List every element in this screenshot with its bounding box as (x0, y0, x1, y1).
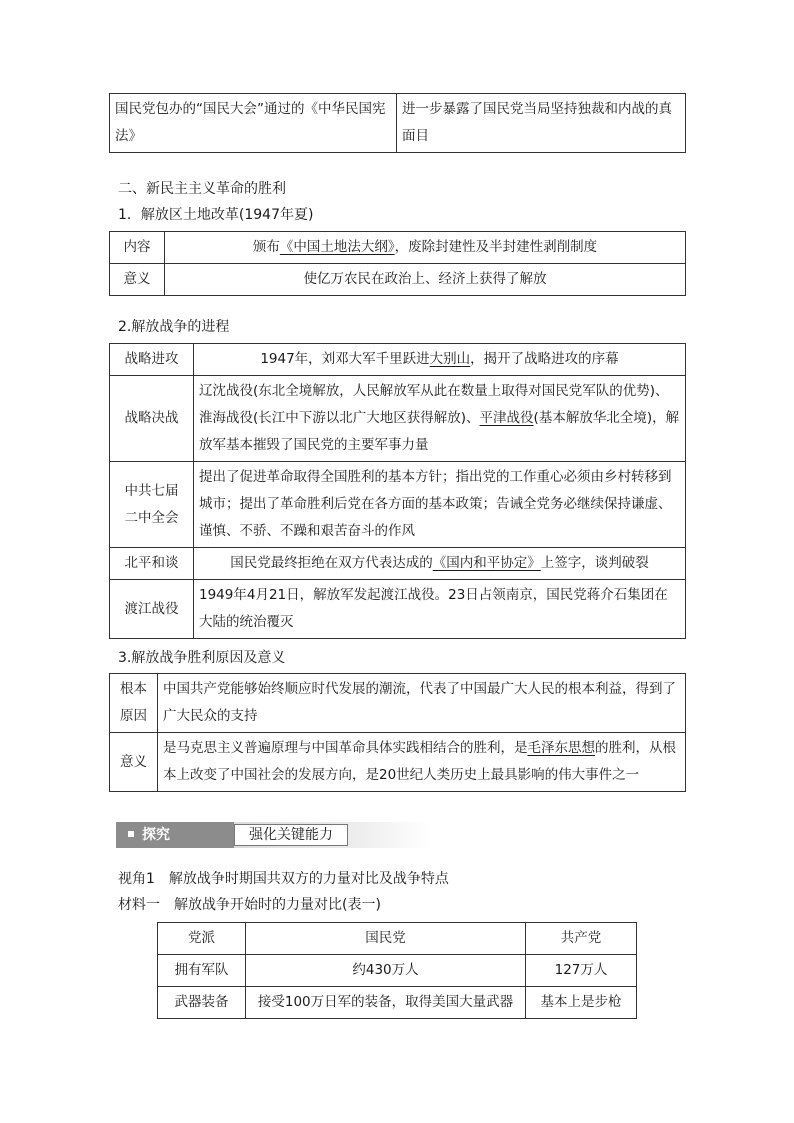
column-header: 党派 (158, 923, 246, 955)
row-label: 渡江战役 (110, 580, 194, 639)
table-cell: 基本上是步枪 (526, 987, 637, 1019)
row-label: 北平和谈 (110, 548, 194, 580)
square-bullet-icon (128, 831, 134, 837)
content-cell: 国民党最终拒绝在双方代表达成的《国内和平协定》上签字，谈判破裂 (194, 548, 686, 580)
column-header: 共产党 (526, 923, 637, 955)
row-label: 战略进攻 (110, 344, 194, 376)
table-cell: 约430万人 (246, 955, 526, 987)
section-title: 二、新民主主义革命的胜利 (118, 181, 286, 197)
row-label: 意义 (110, 733, 158, 792)
table-cell: 武器装备 (158, 987, 246, 1019)
content-cell: 提出了促进革命取得全国胜利的基本方针；指出党的工作重心必须由乡村转移到城市；提出了革命胜利后党在各方面的基本政策；告诫全党务必继续保持谦虚、谨慎、不骄、不躁和艰苦奋斗的作风 (194, 462, 686, 548)
land-law-title: 《中国土地法大纲》 (279, 239, 395, 255)
explore-banner (116, 822, 432, 848)
content-cell: 1949年4月21日，解放军发起渡江战役。23日占领南京，国民党蒋介石集团在大陆的统治覆灭 (194, 580, 686, 639)
subsection-title: 3.解放战争胜利原因及意义 (118, 650, 286, 666)
table-row (110, 674, 686, 733)
material-heading: 材料一 解放战争开始时的力量对比(表一) (118, 897, 381, 913)
table-cell: 接受100万日军的装备，取得美国大量武器 (246, 987, 526, 1019)
row-label: 中共七届二中全会 (110, 462, 194, 548)
row-label: 战略决战 (110, 376, 194, 462)
row-label: 意义 (110, 264, 165, 296)
force-comparison-table (157, 922, 637, 1019)
content-cell: 使亿万农民在政治上、经济上获得了解放 (165, 264, 686, 296)
table-header-row (158, 923, 637, 955)
table-row (158, 987, 637, 1019)
table-row (110, 344, 686, 376)
war-process-table (109, 343, 686, 639)
constitution-table (109, 93, 686, 153)
land-reform-table (109, 231, 686, 296)
table-row (110, 264, 686, 296)
content-cell: 中国共产党能够始终顺应时代发展的潮流，代表了中国最广大人民的根本利益，得到了广大民众的支持 (158, 674, 686, 733)
table-row (110, 462, 686, 548)
row-label: 内容 (110, 232, 165, 264)
content-cell: 1947年，刘邓大军千里跃进大别山，揭开了战略进攻的序幕 (194, 344, 686, 376)
table-cell: 拥有军队 (158, 955, 246, 987)
table-row (110, 232, 686, 264)
table-row (110, 376, 686, 462)
table-row (110, 94, 686, 153)
subsection-title: 1．解放区土地改革(1947年夏) (118, 207, 314, 223)
constitution-meaning-cell: 进一步暴露了国民党当局坚持独裁和内战的真面目 (397, 94, 686, 153)
content-cell: 颁布《中国土地法大纲》，废除封建性及半封建性剥削制度 (165, 232, 686, 264)
row-label: 根本原因 (110, 674, 158, 733)
angle-heading: 视角1 解放战争时期国共双方的力量对比及战争特点 (118, 871, 449, 887)
content-cell: 辽沈战役(东北全境解放，人民解放军从此在数量上取得对国民党军队的优势)、淮海战役(长江中下游以北广大地区获得解放)、平津战役(基本解放华北全境)，解放军基本摧毁了国民党的主要军事力量 (194, 376, 686, 462)
explore-label: 探究 (116, 822, 234, 848)
table-row (110, 580, 686, 639)
constitution-cell: 国民党包办的“国民大会”通过的《中华民国宪法》 (110, 94, 397, 153)
content-cell: 是马克思主义普遍原理与中国革命具体实践相结合的胜利，是毛泽东思想的胜利，从根本上改变了中国社会的发展方向，是20世纪人类历史上最具影响的伟大事件之一 (158, 733, 686, 792)
table-cell: 127万人 (526, 955, 637, 987)
explore-caption: 强化关键能力 (234, 824, 348, 846)
table-row (110, 733, 686, 792)
victory-reason-table (109, 673, 686, 792)
table-row (110, 548, 686, 580)
table-row (158, 955, 637, 987)
subsection-title: 2.解放战争的进程 (118, 319, 230, 335)
column-header: 国民党 (246, 923, 526, 955)
